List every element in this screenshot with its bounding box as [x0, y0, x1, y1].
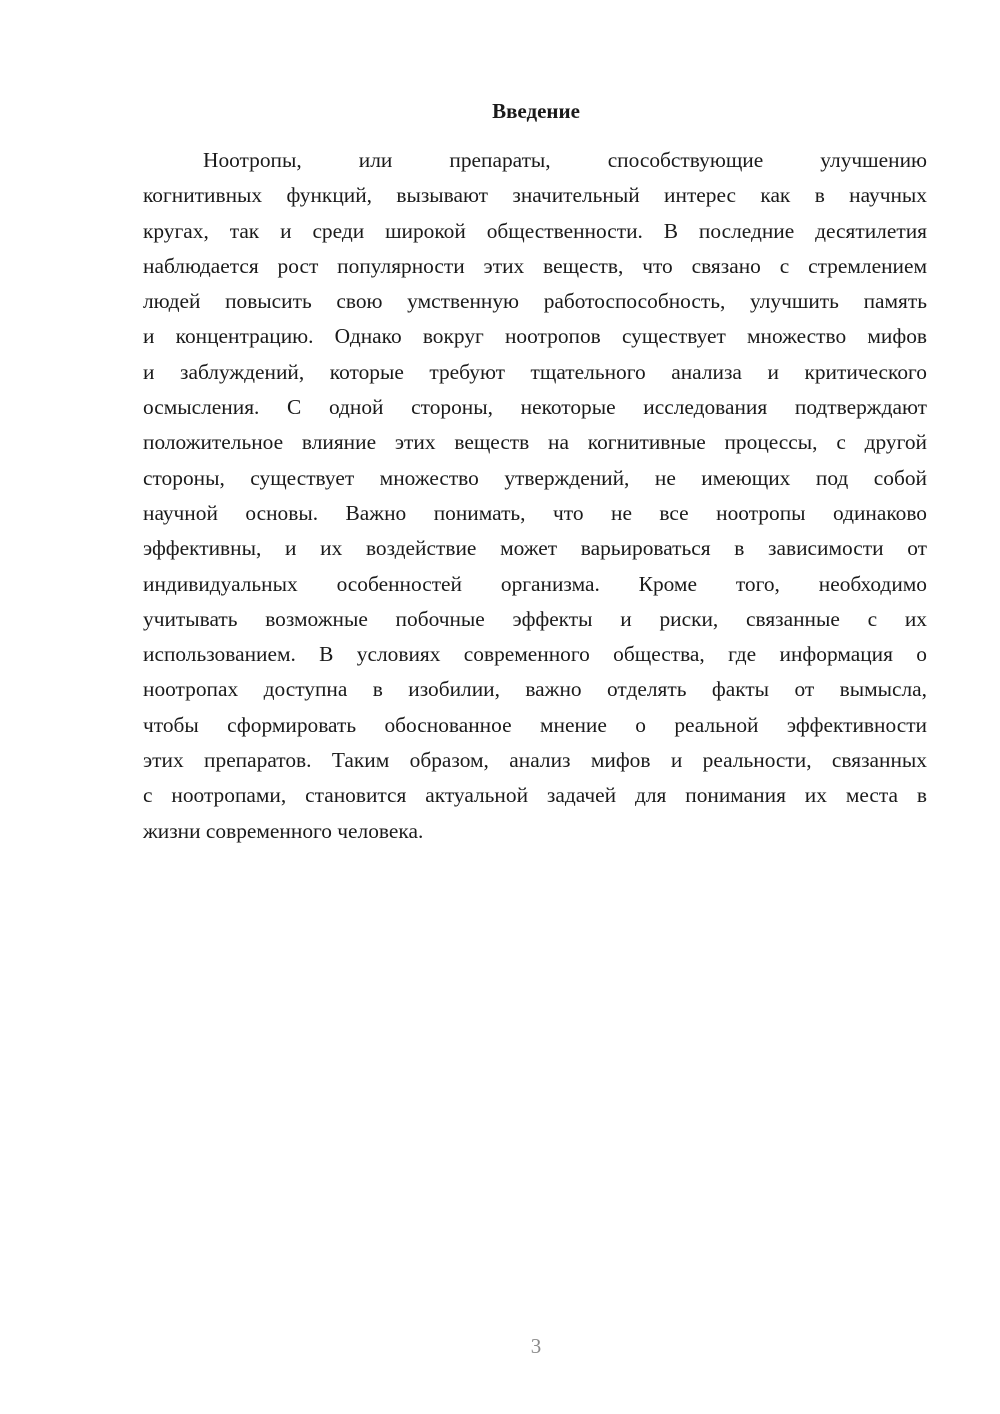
paragraph-line: наблюдается рост популярности этих веществ, что связано с стремлением: [143, 253, 927, 278]
paragraph-line: людей повысить свою умственную работоспособность, улучшить память: [143, 289, 927, 314]
section-heading: Введение: [492, 99, 580, 123]
paragraph-line: Ноотропы, или препараты, способствующие улучшению: [203, 148, 927, 172]
paragraph-line: когнитивных функций, вызывают значительный интерес как в научных: [143, 183, 927, 208]
paragraph-line: индивидуальных особенностей организма. Кроме того, необходимо: [143, 571, 927, 596]
paragraph-line: научной основы. Важно понимать, что не все ноотропы одинаково: [143, 500, 927, 525]
paragraph-line: учитывать возможные побочные эффекты и риски, связанные с их: [143, 606, 927, 631]
paragraph-line: эффективны, и их воздействие может варьироваться в зависимости от: [143, 536, 927, 561]
paragraph-line: с ноотропами, становится актуальной задачей для понимания их места в: [143, 783, 927, 808]
paragraph-line: ноотропах доступна в изобилии, важно отделять факты от вымысла,: [143, 677, 927, 702]
paragraph-line: кругах, так и среди широкой общественности. В последние десятилетия: [143, 218, 927, 243]
paragraph-line: жизни современного человека.: [143, 818, 424, 843]
paragraph-line: стороны, существует множество утверждений, не имеющих под собой: [143, 465, 927, 490]
intro-paragraph: [143, 143, 927, 849]
paragraph-line: осмысления. С одной стороны, некоторые исследования подтверждают: [143, 395, 927, 420]
paragraph-line: чтобы сформировать обоснованное мнение о реальной эффективности: [143, 712, 927, 737]
paragraph-line: и концентрацию. Однако вокруг ноотропов существует множество мифов: [143, 324, 927, 349]
paragraph-line: положительное влияние этих веществ на когнитивные процессы, с другой: [143, 430, 927, 455]
paragraph-line: использованием. В условиях современного общества, где информация о: [143, 642, 927, 667]
paragraph-line: этих препаратов. Таким образом, анализ мифов и реальности, связанных: [143, 748, 927, 773]
page-number: 3: [530, 1334, 542, 1358]
paragraph-line: и заблуждений, которые требуют тщательного анализа и критического: [143, 359, 927, 384]
